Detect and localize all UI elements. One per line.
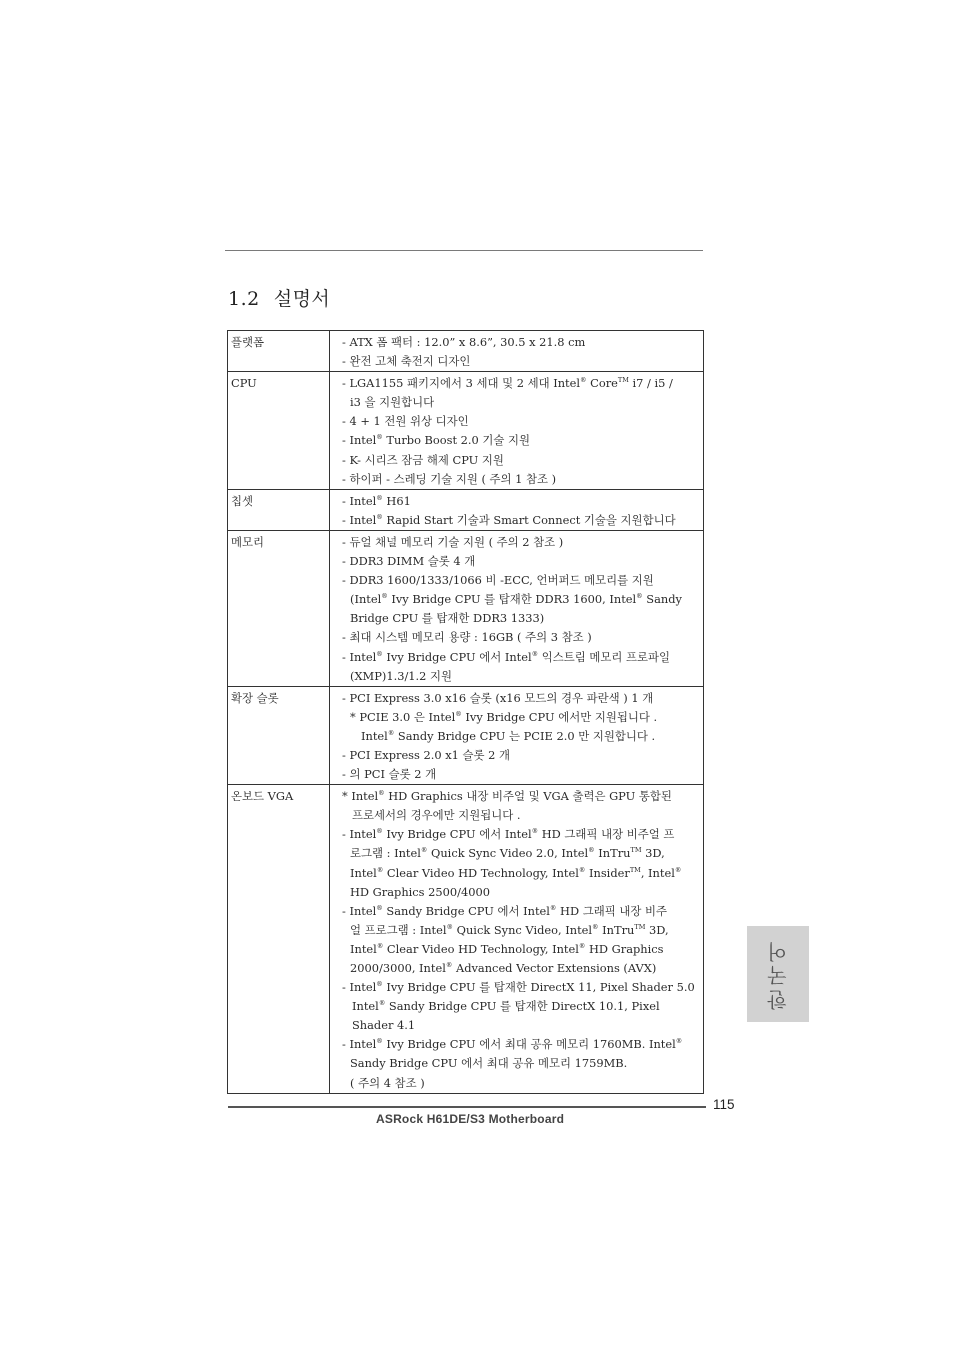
spec-line: - Intel® Rapid Start 기술과 Smart Connect 기술을 지원합니다 xyxy=(342,512,676,527)
spec-row xyxy=(228,785,704,1094)
spec-line: Shader 4.1 xyxy=(352,1018,416,1033)
spec-row xyxy=(228,372,704,490)
spec-line: - 하이퍼 - 스레딩 기술 지원 ( 주의 1 참조 ) xyxy=(342,471,557,486)
spec-line: 프로세서의 경우에만 지원됩니다 . xyxy=(352,808,521,823)
spec-line: - DDR3 1600/1333/1066 비 -ECC, 언버퍼드 메모리를 지원 xyxy=(342,573,654,588)
spec-line: Intel® Clear Video HD Technology, Intel® HD Graphics xyxy=(350,941,664,956)
language-tab xyxy=(747,926,809,1022)
spec-label: 칩셋 xyxy=(228,489,330,530)
spec-label: 확장 슬롯 xyxy=(228,686,330,784)
spec-content xyxy=(330,686,704,784)
spec-label: 메모리 xyxy=(228,530,330,686)
spec-line: - PCI Express 3.0 x16 슬롯 (x16 모드의 경우 파란색 ) 1 개 xyxy=(342,690,654,705)
spec-row xyxy=(228,686,704,784)
spec-row xyxy=(228,331,704,372)
language-tab-label: 한국어 xyxy=(766,938,791,1010)
spec-line: - 완전 고체 축전지 디자인 xyxy=(342,354,471,369)
spec-line: i3 을 지원합니다 xyxy=(350,395,435,410)
section-heading xyxy=(228,284,330,311)
spec-line: Intel® Clear Video HD Technology, Intel® Insider™, Intel® xyxy=(350,865,682,880)
spec-content xyxy=(330,331,704,372)
spec-line: (XMP)1.3/1.2 지원 xyxy=(350,668,453,683)
spec-line: HD Graphics 2500/4000 xyxy=(350,884,490,899)
spec-content xyxy=(330,489,704,530)
spec-line: * PCIE 3.0 은 Intel® Ivy Bridge CPU 에서만 지원됩니다 . xyxy=(350,709,658,724)
spec-label: 플랫폼 xyxy=(228,331,330,372)
spec-line: - 듀얼 채널 메모리 기술 지원 ( 주의 2 참조 ) xyxy=(342,534,564,549)
spec-content xyxy=(330,785,704,1094)
page-number: 115 xyxy=(713,1097,735,1112)
spec-line: - 의 PCI 슬롯 2 개 xyxy=(342,767,437,782)
spec-line: 얼 프로그램 : Intel® Quick Sync Video, Intel® InTru™ 3D, xyxy=(350,922,669,937)
footer-product-name: ASRock H61DE/S3 Motherboard xyxy=(376,1112,565,1126)
spec-line: - ATX 폼 팩터 : 12.0” x 8.6”, 30.5 x 21.8 cm xyxy=(342,335,586,349)
spec-line: 로그램 : Intel® Quick Sync Video 2.0, Intel® InTru™ 3D, xyxy=(350,846,665,861)
spec-line: Sandy Bridge CPU 에서 최대 공유 메모리 1759MB. xyxy=(350,1056,628,1071)
spec-content xyxy=(330,372,704,490)
bottom-rule xyxy=(228,1106,706,1108)
spec-line: - Intel® Ivy Bridge CPU 를 탑재한 DirectX 11, Pixel Shader 5.0 xyxy=(342,980,695,995)
spec-line: Bridge CPU 를 탑재한 DDR3 1333) xyxy=(350,611,545,626)
spec-line: - Intel® Turbo Boost 2.0 기술 지원 xyxy=(342,433,531,448)
spec-line: - K- 시리즈 잠금 해제 CPU 지원 xyxy=(342,452,504,467)
spec-row xyxy=(228,530,704,686)
spec-table-body xyxy=(228,331,704,1094)
spec-line: ( 주의 4 참조 ) xyxy=(350,1075,425,1090)
spec-line: Intel® Sandy Bridge CPU 는 PCIE 2.0 만 지원합니다 . xyxy=(361,728,656,743)
spec-line: Intel® Sandy Bridge CPU 를 탑재한 DirectX 10.1, Pixel xyxy=(352,999,660,1014)
spec-line: - Intel® H61 xyxy=(342,493,411,508)
spec-content xyxy=(330,530,704,686)
spec-line: - Intel® Ivy Bridge CPU 에서 최대 공유 메모리 1760MB. Intel® xyxy=(342,1037,683,1052)
spec-line: * Intel® HD Graphics 내장 비주얼 및 VGA 출력은 GPU 통합된 xyxy=(342,789,672,804)
section-title: 설명서 xyxy=(273,288,331,310)
spec-row xyxy=(228,489,704,530)
top-rule xyxy=(225,250,703,251)
spec-line: - Intel® Ivy Bridge CPU 에서 Intel® HD 그래픽 내장 비주얼 프 xyxy=(342,827,675,842)
spec-line: - PCI Express 2.0 x1 슬롯 2 개 xyxy=(342,747,511,762)
spec-table xyxy=(227,330,704,1094)
spec-line: - Intel® Ivy Bridge CPU 에서 Intel® 익스트림 메모리 프로파일 xyxy=(342,649,671,664)
spec-label: CPU xyxy=(228,372,330,490)
spec-line: - Intel® Sandy Bridge CPU 에서 Intel® HD 그래픽 내장 비주 xyxy=(342,903,667,918)
spec-line: - 4 + 1 전원 위상 디자인 xyxy=(342,414,469,429)
spec-line: 2000/3000, Intel® Advanced Vector Extensions (AVX) xyxy=(350,961,657,975)
spec-line: - 최대 시스템 메모리 용량 : 16GB ( 주의 3 참조 ) xyxy=(342,630,592,645)
section-number: 1.2 xyxy=(228,288,260,310)
spec-line: - DDR3 DIMM 슬롯 4 개 xyxy=(342,554,476,569)
spec-line: - LGA1155 패키지에서 3 세대 및 2 세대 Intel® Core™ i7 / i5 / xyxy=(342,376,673,391)
spec-label: 온보드 VGA xyxy=(228,785,330,1094)
spec-line: (Intel® Ivy Bridge CPU 를 탑재한 DDR3 1600, Intel® Sandy xyxy=(350,592,682,607)
